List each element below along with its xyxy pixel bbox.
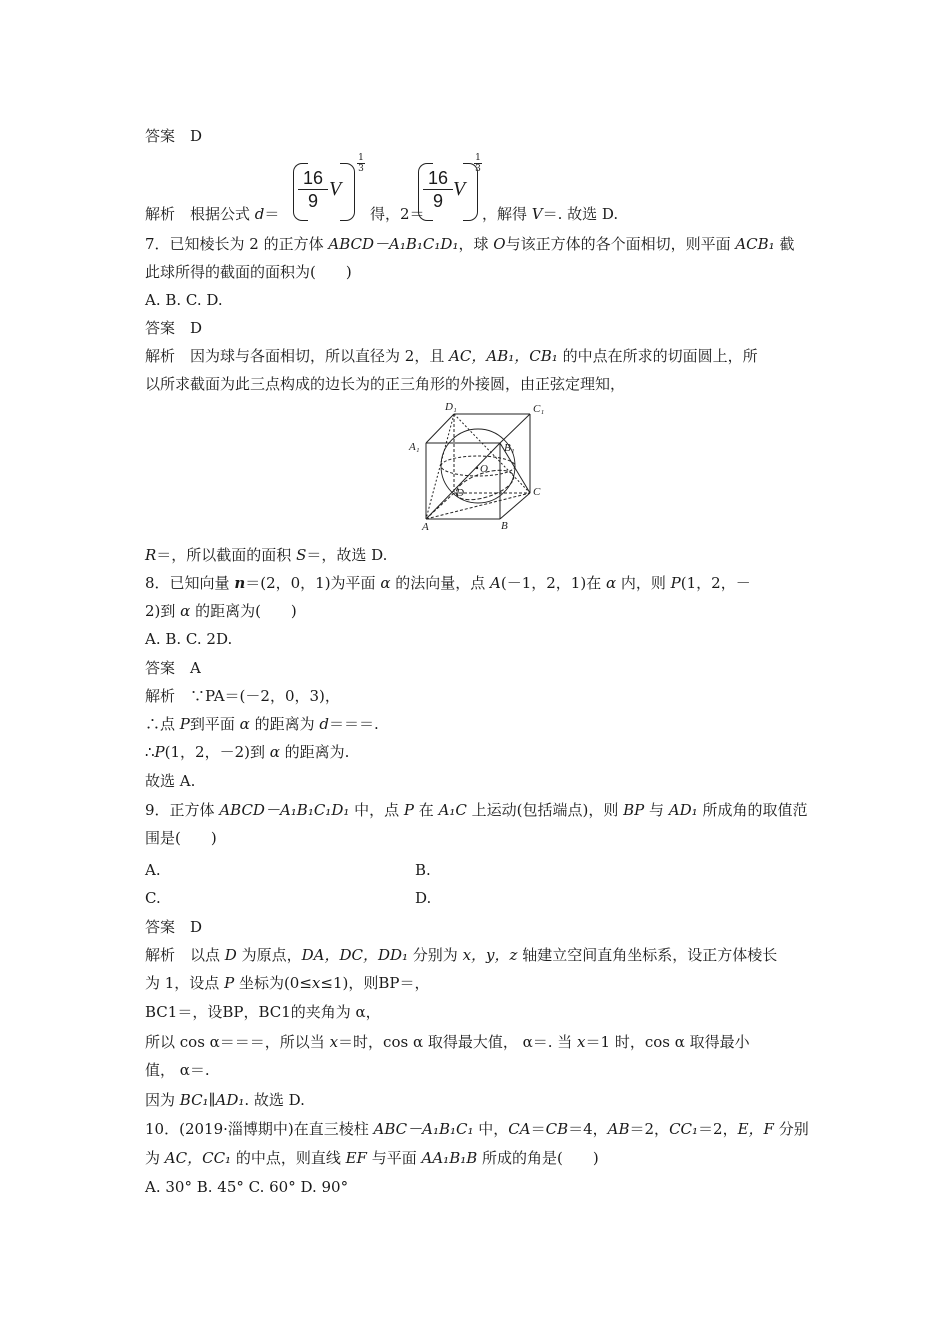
question-7-answer: 答案 D bbox=[145, 319, 203, 337]
volume-var-2: V bbox=[453, 178, 466, 200]
fraction-2: $\frac{16}{9}$ bbox=[423, 167, 453, 212]
question-10-cont: 为 AC，CC₁ 的中点，则直线 EF 与平面 AA₁B₁B 所成的角是( ) bbox=[145, 1149, 599, 1167]
question-9-solution-6: 因为 BC₁∥AD₁. 故选 D. bbox=[145, 1091, 305, 1109]
solution-formula-line-2: 得，2＝ bbox=[370, 205, 425, 223]
question-8-solution: 解析 ∵PA＝(－2，0，3)， bbox=[145, 687, 340, 705]
question-8-answer: 答案 A bbox=[145, 659, 201, 677]
question-8-solution-2: ∴点 P到平面 α 的距离为 d＝＝＝. bbox=[145, 715, 379, 733]
question-7-cont: 此球所得的截面的面积为( ) bbox=[145, 263, 352, 281]
solution-formula-line: 解析 根据公式 d＝ bbox=[145, 205, 280, 223]
question-9-cont: 围是( ) bbox=[145, 829, 217, 847]
volume-var: V bbox=[329, 178, 342, 200]
question-8-cont: 2)到 α 的距离为( ) bbox=[145, 602, 297, 620]
solution-formula-line-3: ，解得 V＝. 故选 D. bbox=[482, 205, 619, 223]
question-9-option-c: C. bbox=[145, 889, 161, 907]
label-C: C bbox=[533, 486, 541, 498]
question-9-solution: 解析 以点 D 为原点，DA，DC，DD₁ 分别为 x，y，z 轴建立空间直角坐标系，设正方体棱长 bbox=[145, 946, 778, 964]
question-9-solution-4: 所以 cos α＝＝＝，所以当 x＝时，cos α 取得最大值， α＝. 当 x＝1 时，cos α 取得最小 bbox=[145, 1033, 750, 1051]
question-7-options: A. B. C. D. bbox=[145, 291, 223, 309]
label-B: B bbox=[501, 520, 508, 532]
question-8-solution-3: ∴P(1，2，－2)到 α 的距离为. bbox=[145, 743, 350, 761]
question-9-solution-5: 值， α＝. bbox=[145, 1061, 210, 1079]
question-9-option-d: D. bbox=[415, 889, 432, 907]
question-9-answer: 答案 D bbox=[145, 918, 203, 936]
label-D1: D₁ bbox=[445, 401, 457, 413]
exponent-2: 1 3 bbox=[475, 153, 481, 174]
question-7-solution-2: 以所求截面为此三点构成的边长为的正三角形的外接圆，由正弦定理知， bbox=[145, 375, 626, 393]
question-9-option-a: A. bbox=[145, 861, 161, 879]
cube-sphere-figure bbox=[405, 400, 550, 532]
question-7-solution-3: R＝，所以截面的面积 S＝，故选 D. bbox=[145, 546, 388, 564]
answer-line: 答案 D bbox=[145, 127, 203, 145]
question-10-options: A. 30° B. 45° C. 60° D. 90° bbox=[145, 1178, 349, 1196]
label-A: A bbox=[422, 521, 429, 532]
label-C1: C₁ bbox=[533, 403, 545, 415]
question-8-options: A. B. C. 2D. bbox=[145, 630, 233, 648]
fraction: $\frac{16}{9}$ bbox=[298, 167, 328, 212]
label-A1: A₁ bbox=[409, 441, 420, 453]
label-D: D bbox=[456, 487, 464, 499]
question-9-solution-2: 为 1，设点 P 坐标为(0≤x≤1)，则BP＝， bbox=[145, 974, 430, 992]
question-9: 9．正方体 ABCD－A₁B₁C₁D₁ 中，点 P 在 A₁C 上运动(包括端点)，则 BP 与 AD₁ 所成角的取值范 bbox=[145, 801, 808, 819]
question-10: 10．(2019·淄博期中)在直三棱柱 ABC－A₁B₁C₁ 中，CA＝CB＝4，AB＝2，CC₁＝2，E，F 分别 bbox=[145, 1120, 809, 1138]
right-paren bbox=[340, 163, 355, 221]
question-7-solution: 解析 因为球与各面相切，所以直径为 2，且 AC，AB₁，CB₁ 的中点在所求的切面圆上，所 bbox=[145, 347, 758, 365]
question-9-solution-3: BC1＝，设BP，BC1的夹角为 α， bbox=[145, 1003, 381, 1021]
question-8-solution-4: 故选 A. bbox=[145, 772, 196, 790]
exponent: 1 3 bbox=[358, 153, 364, 174]
label-O: O bbox=[480, 463, 488, 475]
question-8: 8．已知向量 n＝(2，0，1)为平面 α 的法向量，点 A(－1，2，1)在 α 内，则 P(1，2，－ bbox=[145, 574, 751, 592]
question-7: 7．已知棱长为 2 的正方体 ABCD－A₁B₁C₁D₁，球 O与该正方体的各个面相切，则平面 ACB₁ 截 bbox=[145, 235, 795, 253]
question-9-option-b: B. bbox=[415, 861, 431, 879]
label-B1: B₁ bbox=[504, 442, 515, 454]
